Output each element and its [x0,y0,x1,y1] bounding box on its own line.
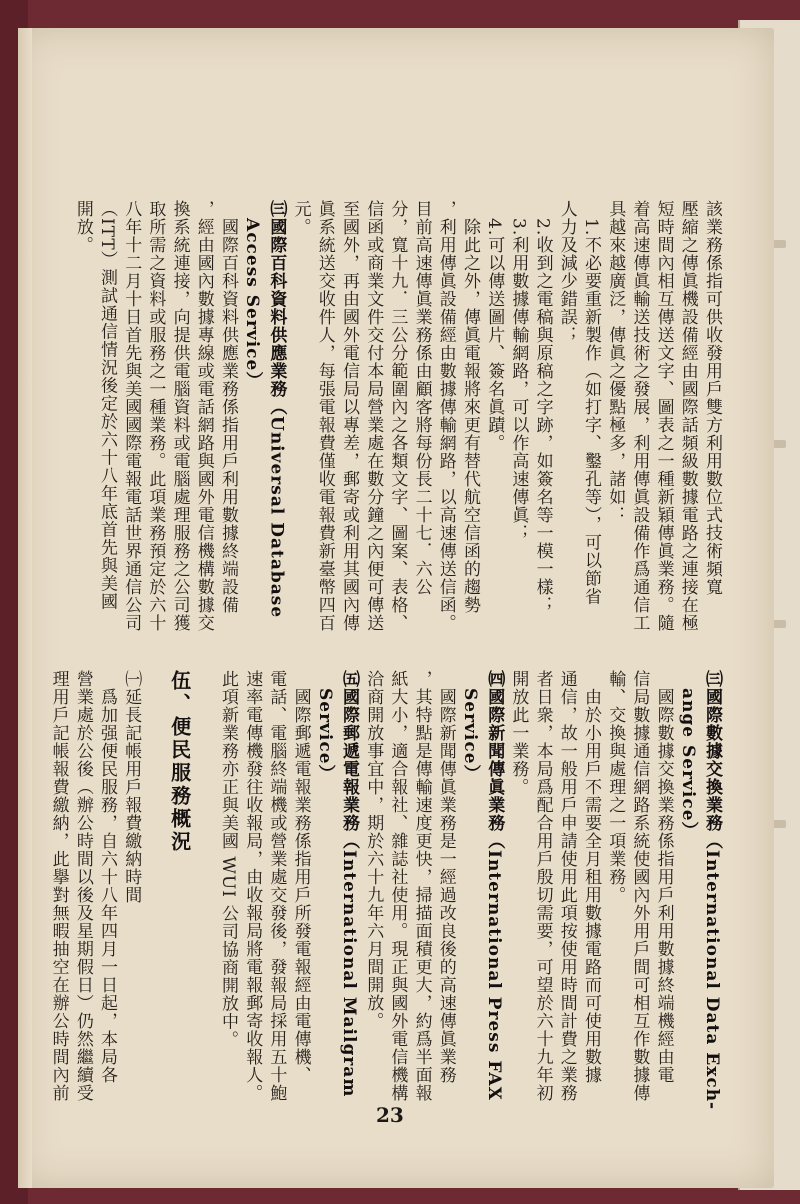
text-column: 壓縮之傳眞機設備經由國際話頻級數據電路之連接在極 [677,200,698,632]
text-column: 此項新業務亦正與美國 WUI 公司協商開放中。 [218,670,238,1049]
section-heading: ange Service） [677,670,698,840]
text-column: 元。 [290,200,311,236]
text-column: 國際郵遞電報業務係指用戶所發電報經由電傳機、 [290,670,311,1084]
text-column: 4.可以傳送圖片、簽名眞蹟。 [484,200,505,453]
text-column: 洽商開放事宜中，期於六十九年六月間開放。 [363,670,384,1030]
text-column: 1.不必要重新製作（如打字、鑿孔等），可以節省 [581,200,601,606]
section-heading: ㈢國際數據交換業務（International Data Exch- [702,670,722,1111]
section-heading: 伍、便民服務概況 [167,670,192,854]
text-column: 國際百科資料供應業務係指用戶利用數據終端設備 [218,200,238,614]
text-column: 通信，故一般用戶申請使用此項按使用時間計費之業務 [556,670,577,1102]
text-column: 2.收到之電稿與原稿之字跡，如簽名等一模一樣； [532,200,553,615]
text-column: 信局數據通信網路系統使國內外用戶間可相互作數據傳 [629,670,650,1102]
text-column: 由於小用戶不需要全月租用數據電路而可使用數據 [581,670,601,1084]
text-column: ，利用傳眞設備經由數據傳輸網路，以高速傳送信函。 [435,200,456,632]
text-column: 眞系統送交收件人，每張電報費僅收電報費新臺幣四百 [314,200,335,632]
document-page [18,28,774,1188]
text-column: 營業處於公後（辦公時間以後及星期假日）仍然繼續受 [72,670,93,1102]
text-column: 開放。 [72,200,93,254]
text-column: ㈠延長記帳用戶報費繳納時間 [121,670,142,904]
section-heading: ㈤國際郵遞電報業務（International Mailgram [339,670,359,1098]
vertical-text-body [48,200,722,1111]
text-column: （ITT）測試通信情況後定於六十八年底首先與美國 [97,200,117,611]
text-column: 人力及減少錯誤； [556,200,577,344]
section-heading: Service） [314,670,335,783]
text-column: 目前高速傳眞業務係由顧客將每份長二十七．六公 [411,200,432,596]
text-column: ，經由國內數據專線或電話網路與國外電信機構數據交 [193,200,214,632]
text-column: 換系統連接，向提供電腦資料或電腦處理服務之公司獲 [169,200,190,632]
text-column: 取所需之資料或服務之一種業務。此項業務預定於六十 [145,200,166,632]
text-column: 爲加强便民服務，自六十八年四月一日起，本局各 [97,670,117,1084]
section-heading: Service） [460,670,480,783]
page-gutter-shadow [18,28,32,1188]
section-heading: ㈢國際百科資料供應業務（Universal Database [266,200,287,619]
text-column: 紙大小，適合報社、雜誌社使用。現正與國外電信機構 [387,670,408,1102]
text-column: 理用戶記帳報費繳納，此擧對無暇抽空在辦公時間內前 [48,670,69,1102]
text-column: 除此之外，傳眞電報將來更有替代航空信函的趨勢 [460,200,480,614]
text-column: 分，寬十九．三公分範圍內之各類文字、圖案、表格、 [387,200,408,632]
text-column: 具越來越廣泛，傳眞之優點極多，諸如： [605,200,626,524]
text-column: 3.利用數據傳輸網路，可以作高速傳眞； [508,200,529,543]
text-column: 着高速傳眞輸送技術之發展，利用傳眞設備作爲通信工 [629,200,650,632]
section-heading: Access Service） [242,200,263,390]
text-column: 速率電傳機發往收報局，由收報局將電報郵寄收報人。 [242,670,263,1102]
text-column: 國際數據交換業務係指用戶利用數據終端機經由電 [653,670,674,1084]
text-column: 者日衆，本局爲配合用戶殷切需要，可望於六十九年初 [532,670,553,1102]
section-heading: ㈣國際新聞傳眞業務（International Press FAX [484,670,505,1101]
text-column: 電話、電腦終端機或營業處交發後，發報局採用五十鮑 [266,670,287,1102]
text-column: ，其特點是傳輸速度更快，掃描面積更大，約爲半面報 [411,670,432,1102]
text-column: 至國外，再由國外電信局以專差，郵寄或利用其國內傳 [339,200,359,632]
text-column: 八年十二月十日首先與美國國際電報電話世界通信公司 [121,200,142,632]
text-column: 開放此一業務。 [508,670,529,796]
page-number: 23 [376,1103,404,1127]
text-column: 信函或商業文件交付本局營業處在數分鐘之內便可傳送 [363,200,384,632]
text-column: 該業務係指可供收發用戶雙方利用數位式技術頻寬 [702,200,722,596]
text-column: 國際新聞傳眞業務是一經過改良後的高速傳眞業務 [435,670,456,1084]
text-column: 輸、交換與處理之一項業務。 [605,670,626,904]
text-column: 短時間內相互傳送文字、圖表之一種新穎傳眞業務。隨 [653,200,674,632]
